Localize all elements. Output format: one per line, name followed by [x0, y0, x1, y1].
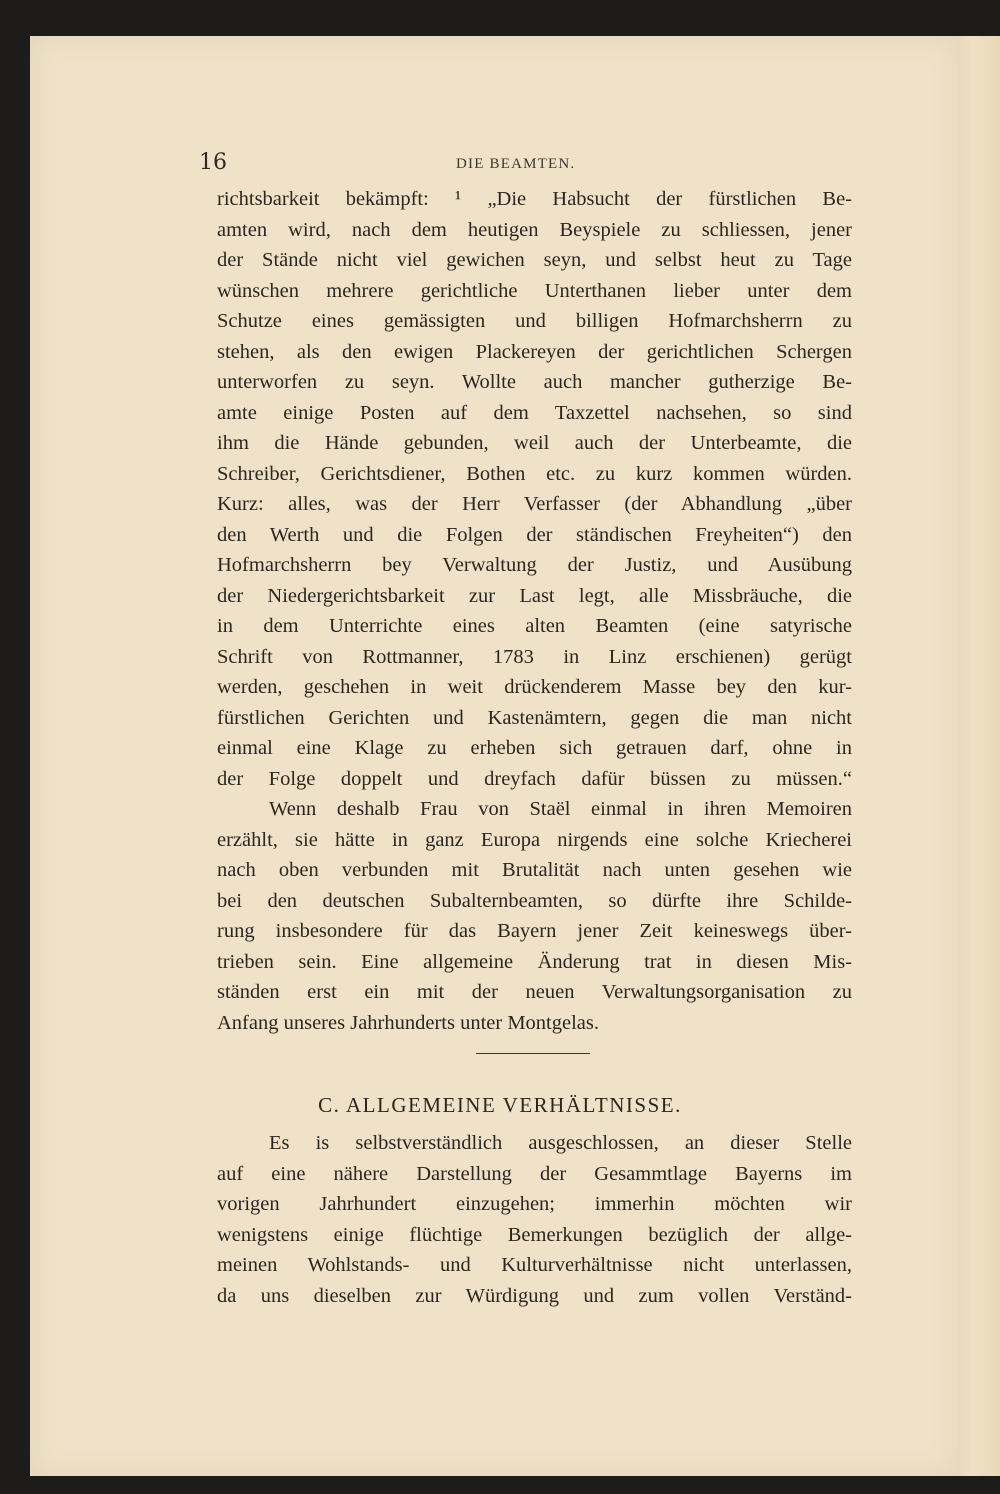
- running-title: DIE BEAMTEN.: [456, 156, 576, 172]
- text-line: Anfang unseres Jahrhunderts unter Montgelas.: [217, 1011, 600, 1034]
- text-line: rung insbesondere für das Bayern jener Zeit keineswegs über-: [217, 920, 852, 942]
- text-line: Schreiber, Gerichtsdiener, Bothen etc. zu kurz kommen würden.: [217, 462, 852, 485]
- text-line: Wenn deshalb Frau von Staël einmal in ihren Memoiren: [269, 798, 852, 820]
- text-line: einmal eine Klage zu erheben sich getrauen darf, ohne in: [217, 737, 852, 759]
- text-line: den Werth und die Folgen der ständischen Freyheiten“) den: [217, 523, 852, 546]
- text-line: bei den deutschen Subalternbeamten, so dürfte ihre Schilde-: [217, 889, 852, 912]
- text-line: richtsbarkeit bekämpft: ¹ „Die Habsucht der fürstlichen Be-: [217, 188, 852, 210]
- text-line: Schrift von Rottmanner, 1783 in Linz erschienen) gerügt: [217, 645, 852, 668]
- text-line: erzählt, sie hätte in ganz Europa nirgends eine solche Kriecherei: [217, 828, 852, 851]
- paragraph-stael: [217, 794, 852, 1038]
- text-line: ihm die Hände gebunden, weil auch der Unterbeamte, die: [217, 432, 852, 454]
- page-edge: [958, 36, 1000, 1476]
- text-line: wenigstens einige flüchtige Bemerkungen bezüglich der allge-: [217, 1223, 852, 1246]
- text-line: ständen erst ein mit der neuen Verwaltungsorganisation zu: [217, 981, 852, 1003]
- paragraph-continued: [217, 184, 852, 794]
- text-line: auf eine nähere Darstellung der Gesammtlage Bayerns im: [217, 1162, 852, 1185]
- text-line: Schutze eines gemässigten und billigen Hofmarchsherrn zu: [217, 310, 852, 332]
- text-line: fürstlichen Gerichten und Kastenämtern, gegen die man nicht: [217, 706, 852, 729]
- text-line: werden, geschehen in weit drückenderem Masse bey den kur-: [217, 676, 852, 698]
- body-text-section-c: [217, 1128, 852, 1311]
- text-line: vorigen Jahrhundert einzugehen; immerhin möchten wir: [217, 1193, 852, 1215]
- text-line: amten wird, nach dem heutigen Beyspiele zu schliessen, jener: [217, 218, 852, 241]
- body-text-top: [217, 184, 852, 1038]
- page-number: 16: [199, 150, 227, 175]
- text-line: meinen Wohlstands- und Kulturverhältnisse nicht unterlassen,: [217, 1254, 852, 1276]
- text-line: der Folge doppelt und dreyfach dafür büssen zu müssen.“: [217, 767, 852, 790]
- text-line: Hofmarchsherrn bey Verwaltung der Justiz, und Ausübung: [217, 554, 852, 576]
- section-divider-rule: [476, 1053, 590, 1054]
- text-line: der Niedergerichtsbarkeit zur Last legt, alle Missbräuche, die: [217, 584, 852, 607]
- text-line: trieben sein. Eine allgemeine Änderung trat in diesen Mis-: [217, 950, 852, 973]
- text-line: Kurz: alles, was der Herr Verfasser (der Abhandlung „über: [217, 493, 852, 515]
- text-line: unterworfen zu seyn. Wollte auch mancher gutherzige Be-: [217, 371, 852, 393]
- text-line: amte einige Posten auf dem Taxzettel nachsehen, so sind: [217, 401, 852, 424]
- text-line: wünschen mehrere gerichtliche Unterthanen lieber unter dem: [217, 279, 852, 302]
- text-line: in dem Unterrichte eines alten Beamten (eine satyrische: [217, 615, 852, 637]
- text-line: Es is selbstverständlich ausgeschlossen, an dieser Stelle: [269, 1132, 852, 1154]
- text-line: der Stände nicht viel gewichen seyn, und selbst heut zu Tage: [217, 249, 852, 271]
- text-line: nach oben verbunden mit Brutalität nach unten gesehen wie: [217, 859, 852, 881]
- section-heading: C. ALLGEMEINE VERHÄLTNISSE.: [318, 1093, 682, 1117]
- text-line: da uns dieselben zur Würdigung und zum vollen Verständ-: [217, 1284, 852, 1307]
- text-line: stehen, als den ewigen Plackereyen der gerichtlichen Schergen: [217, 340, 852, 363]
